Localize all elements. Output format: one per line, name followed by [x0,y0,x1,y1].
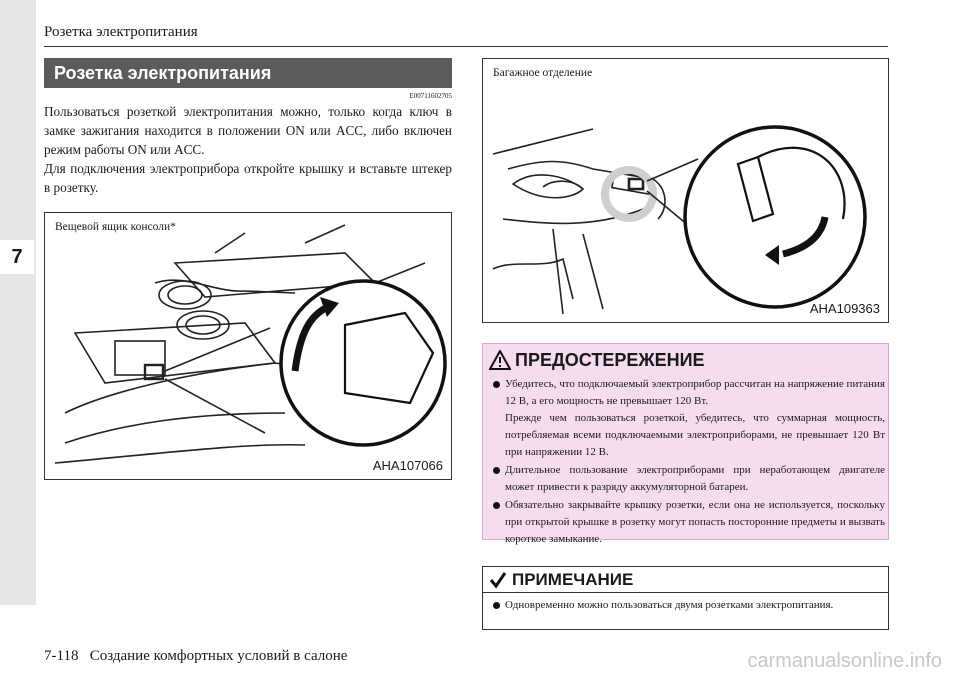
warning-header [489,348,705,372]
bullet-icon [493,502,500,509]
note-box [482,566,889,630]
console-illustration [45,213,452,480]
trunk-figure [482,58,889,323]
trunk-illustration [483,59,889,323]
section-code: E00711602705 [409,92,452,100]
figure-code: AHA107066 [372,458,443,473]
bullet-icon [493,467,500,474]
page-footer [44,648,347,665]
figure-code: AHA109363 [809,301,880,316]
checkmark-icon [489,571,507,589]
paragraph: Для подключения электроприбора откройте крышку и вставьте штекер в розетку. [44,161,452,195]
warning-item: Обязательно закрывайте крышку розетки, если она не используется, поскольку при открытой крышке в розетку могут попасть посторонние предметы и вызвать короткое замыкание. [491,497,885,548]
warning-triangle-icon [489,350,511,370]
chapter-sidebar [0,0,36,605]
warning-item: Убедитесь, что подключаемый электроприбор рассчитан на напряжение питания 12 В, а его мощность не превышает 120 Вт. Прежде чем пользоваться розеткой, убедитесь, что суммарная мощность, потребляемая всеми подключаемыми электроприборами, не превышает 120 Вт при напряжении 12 В. [491,376,885,461]
section-title: Розетка электропитания [44,58,452,88]
chapter-tab: 7 [0,240,34,274]
note-title: ПРИМЕЧАНИЕ [512,569,634,589]
page-number: 7-118 [44,648,79,664]
chapter-title: Создание комфортных условий в салоне [89,648,348,664]
figure-label: Вещевой ящик консоли* [55,221,176,233]
header-rule [44,46,888,47]
warning-item: Длительное пользование электроприборами при неработающем двигателе может привести к разряду аккумуляторной батареи. [491,462,885,496]
warning-list [491,376,885,549]
note-header [483,567,888,593]
watermark: carmanualsonline.info [747,650,942,672]
running-title: Розетка электропитания [44,24,198,40]
warning-title: ПРЕДОСТЕРЕЖЕНИЕ [515,349,705,370]
note-list [491,597,885,615]
note-item: Одновременно можно пользоваться двумя розетками электропитания. [491,597,885,614]
paragraph: Пользоваться розеткой электропитания можно, только когда ключ в замке зажигания находится в положении ON или ACC, либо включен режим работы ON или ACC. [44,104,452,157]
console-figure [44,212,452,480]
warning-box [482,343,889,545]
bullet-icon [493,381,500,388]
bullet-icon [493,602,500,609]
figure-label: Багажное отделение [493,67,593,79]
section-body [44,102,452,197]
